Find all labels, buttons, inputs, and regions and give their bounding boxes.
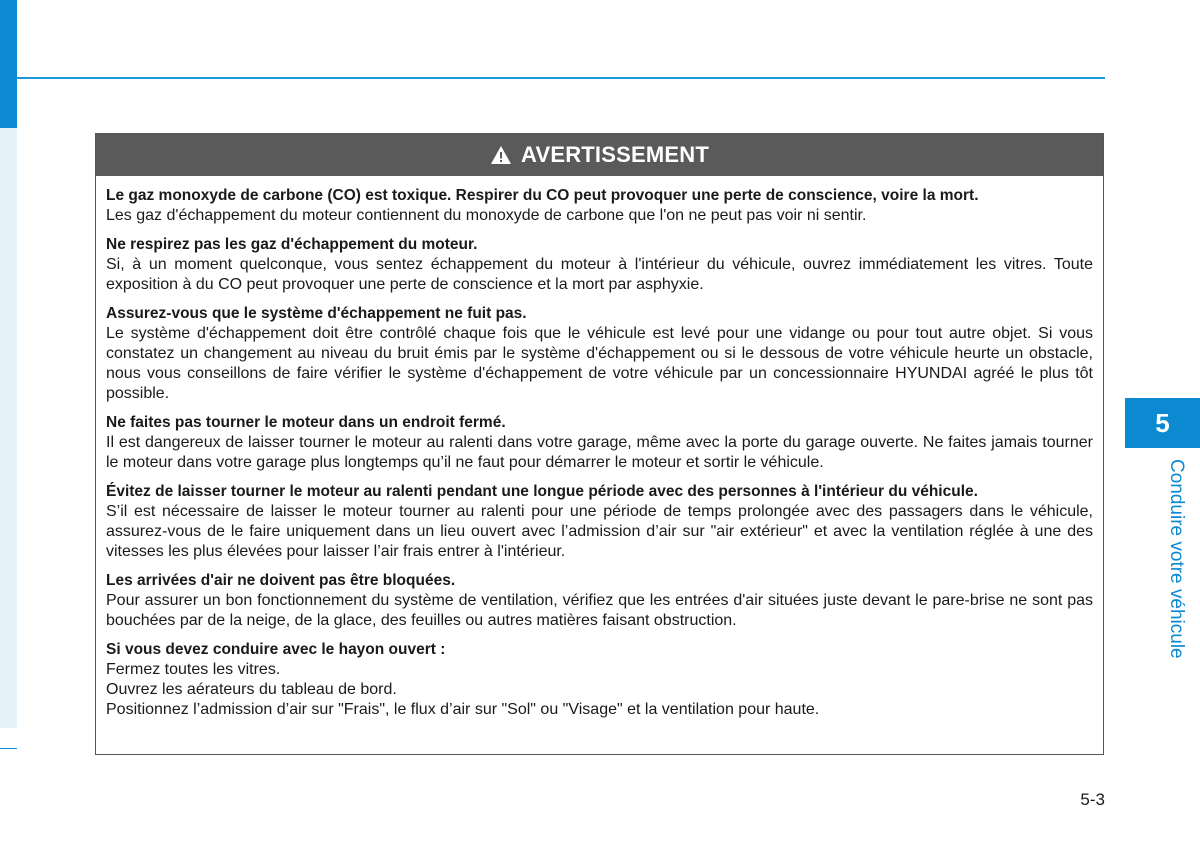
header-rule [17, 77, 1105, 79]
chapter-tab [1125, 398, 1200, 448]
warning-triangle-icon [490, 145, 512, 165]
warning-section [106, 186, 1093, 226]
section-paragraph: S’il est nécessaire de laisser le moteur tourner au ralenti pour une période de temps prolongée avec des passagers dans le véhicule, assurez-vous de le faire uniquement dans un lieu ouvert avec l’admission d’air sur "air extérieur" et avec la ventilation réglée à une des vitesses les plus élevées pour laisser l’air frais entrer à l'intérieur. [106, 503, 1093, 560]
warning-title: AVERTISSEMENT [521, 142, 709, 167]
left-edge-band [0, 128, 17, 728]
section-text [106, 324, 1093, 404]
section-text [106, 255, 1093, 295]
section-paragraph: Si, à un moment quelconque, vous sentez échappement du moteur à l'intérieur du véhicule, ouvrez immédiatement les vitres. Toute exposition à du CO peut provoquer une perte de conscience et la mort par asphyxie. [106, 256, 1093, 293]
section-paragraph: Ouvrez les aérateurs du tableau de bord. [106, 681, 397, 698]
section-text [106, 591, 1093, 631]
warning-section [106, 571, 1093, 631]
warning-section [106, 413, 1093, 473]
section-paragraph: Le système d'échappement doit être contrôlé chaque fois que le véhicule est levé pour une vidange ou pour tout autre objet. Si vous constatez un changement au niveau du bruit émis par le système d'échappement ou si le dessous de votre véhicule heurte un obstacle, nous vous conseillons de faire vérifier le système d'échappement de votre véhicule par un concessionnaire HYUNDAI agréé le plus tôt possible. [106, 325, 1093, 402]
warning-section [106, 235, 1093, 295]
warning-section [106, 304, 1093, 404]
warning-header [96, 134, 1103, 176]
section-title: Évitez de laisser tourner le moteur au ralenti pendant une longue période avec des personnes à l'intérieur du véhicule. [106, 483, 978, 500]
section-title: Si vous devez conduire avec le hayon ouvert : [106, 641, 446, 658]
section-paragraph: Il est dangereux de laisser tourner le moteur au ralenti dans votre garage, même avec la porte du garage ouverte. Ne faites jamais tourner le moteur dans votre garage plus longtemps qu’il ne faut pour démarrer le moteur et sortir le véhicule. [106, 434, 1093, 471]
section-paragraph: Pour assurer un bon fonctionnement du système de ventilation, vérifiez que les entrées d'air situées juste devant le pare-brise ne sont pas bouchées par de la neige, de la glace, des feuilles ou autres matières faisant obstruction. [106, 592, 1093, 629]
warning-box [95, 133, 1104, 755]
section-text [106, 502, 1093, 562]
chapter-number: 5 [1155, 407, 1170, 438]
section-title: Ne faites pas tourner le moteur dans un endroit fermé. [106, 414, 506, 431]
section-title: Ne respirez pas les gaz d'échappement du moteur. [106, 236, 478, 253]
section-paragraph: Fermez toutes les vitres. [106, 661, 281, 678]
chapter-title: Conduire votre véhicule [1166, 459, 1187, 659]
section-title: Les arrivées d'air ne doivent pas être bloquées. [106, 572, 456, 589]
section-text [106, 206, 1093, 226]
section-title: Assurez-vous que le système d'échappement ne fuit pas. [106, 305, 527, 322]
left-edge-bar [0, 0, 17, 128]
warning-body [96, 176, 1103, 720]
warning-section [106, 482, 1093, 562]
left-edge-mark [0, 748, 17, 749]
warning-section [106, 640, 1093, 720]
section-text [106, 433, 1093, 473]
section-paragraph: Les gaz d'échappement du moteur contiennent du monoxyde de carbone que l'on ne peut pas voir ni sentir. [106, 207, 867, 224]
section-text [106, 660, 1093, 720]
page-number: 5-3 [1080, 790, 1105, 809]
section-title: Le gaz monoxyde de carbone (CO) est toxique. Respirer du CO peut provoquer une perte de conscience, voire la mort. [106, 187, 979, 204]
section-paragraph: Positionnez l’admission d’air sur "Frais", le flux d’air sur "Sol" ou "Visage" et la ventilation pour haute. [106, 701, 820, 718]
